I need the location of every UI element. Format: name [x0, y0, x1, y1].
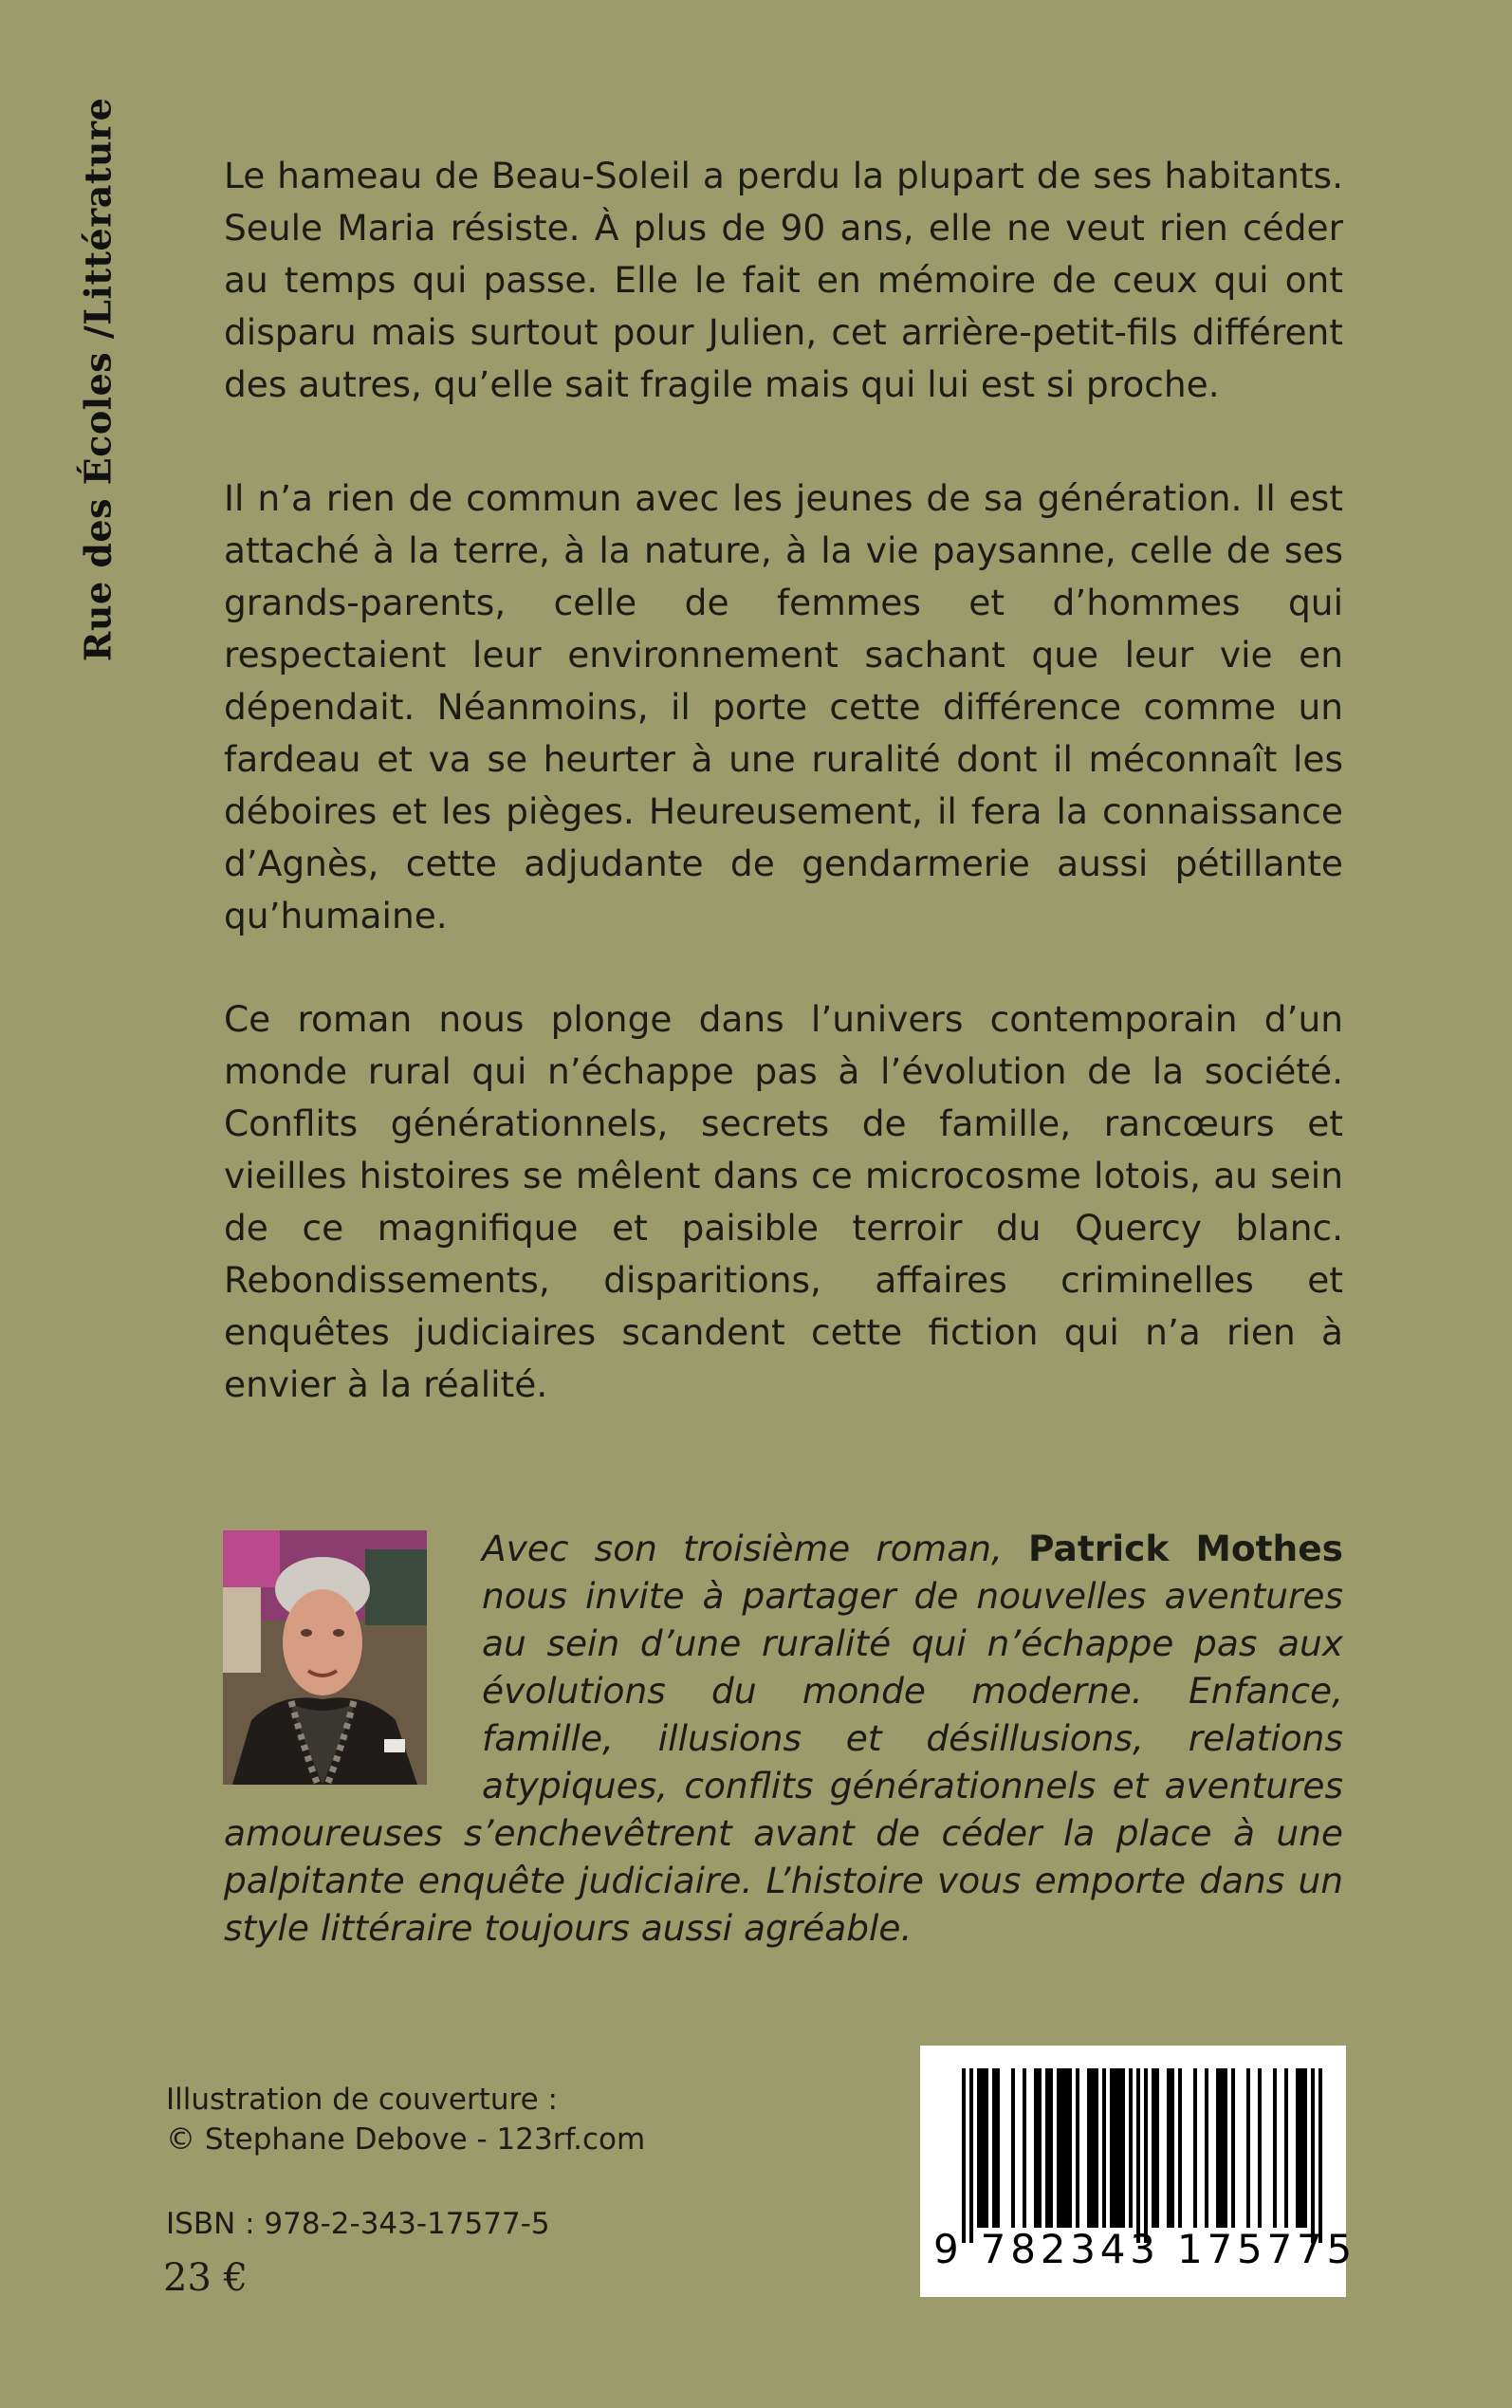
barcode-bar — [1178, 2068, 1182, 2228]
barcode-bar — [1076, 2068, 1079, 2228]
barcode-bar — [996, 2068, 1000, 2228]
barcode-bar — [981, 2068, 985, 2228]
illustration-label: Illustration de couverture : — [166, 2083, 558, 2117]
author-bio-intro: Avec son troisième roman, — [482, 1528, 1029, 1569]
author-name: Patrick Mothes — [1028, 1528, 1343, 1569]
barcode-bar — [1057, 2068, 1060, 2228]
barcode-bar — [1205, 2068, 1208, 2228]
barcode-bar — [1224, 2068, 1227, 2228]
barcode — [920, 2046, 1357, 2297]
barcode-bar — [1220, 2068, 1224, 2228]
blurb-paragraph-3: Ce roman nous plonge dans l’univers contemporain d’un monde rural qui n’échappe pas à l’évolution de la société. Conflits générationnels, secrets de famille, rancœurs et vieilles histoires se mêlent dans ce microcosme lotois, au sein de ce magnifique et paisible terroir du Quercy blanc. Rebondissements, disparitions, affaires criminelles et enquêtes judiciaires scandent cette fiction qui n’a rien à envier à la réalité. — [224, 998, 1343, 1405]
barcode-bar — [1060, 2068, 1064, 2228]
barcode-bar — [977, 2068, 981, 2228]
barcode-bar — [1167, 2068, 1171, 2228]
barcode-bar — [1114, 2068, 1117, 2228]
barcode-bar — [1034, 2068, 1038, 2228]
barcode-bar — [1038, 2068, 1042, 2228]
barcode-bar — [1231, 2068, 1235, 2228]
barcode-bar — [1045, 2068, 1049, 2228]
barcode-bar — [1303, 2068, 1307, 2228]
barcode-bar — [1136, 2068, 1140, 2243]
barcode-bar — [1023, 2068, 1026, 2228]
barcode-bar — [992, 2068, 996, 2228]
barcode-bar — [1144, 2068, 1148, 2243]
barcode-bar — [1064, 2068, 1068, 2228]
isbn: ISBN : 978-2-343-17577-5 — [166, 2207, 550, 2241]
barcode-bar — [1273, 2068, 1277, 2228]
barcode-bar — [1110, 2068, 1114, 2228]
series-label: Rue des Écoles /Littérature — [76, 97, 120, 662]
illustration-credit — [166, 2080, 645, 2159]
barcode-bar — [1011, 2068, 1015, 2228]
barcode-bar — [1300, 2068, 1303, 2228]
barcode-bar — [985, 2068, 988, 2228]
barcode-bar — [1171, 2068, 1174, 2228]
barcode-bar — [1087, 2068, 1091, 2228]
barcode-bar — [1258, 2068, 1262, 2228]
author-bio — [224, 1525, 1343, 1952]
price: 23 € — [163, 2256, 249, 2300]
barcode-bar — [1311, 2068, 1315, 2243]
barcode-digits: 9 782343 175775 — [933, 2226, 1357, 2272]
barcode-bar — [1129, 2068, 1133, 2228]
barcode-bar — [1091, 2068, 1095, 2228]
barcode-bar — [962, 2068, 966, 2243]
barcode-bar — [1049, 2068, 1053, 2228]
barcode-bar — [969, 2068, 973, 2243]
barcode-bar — [1296, 2068, 1300, 2228]
barcode-bar — [1068, 2068, 1072, 2228]
barcode-bar — [1246, 2068, 1250, 2228]
barcode-bar — [1193, 2068, 1197, 2228]
barcode-bar — [1216, 2068, 1220, 2228]
barcode-bar — [1152, 2068, 1155, 2228]
author-bio-text: nous invite à partager de nouvelles aventures au sein d’une ruralité qui n’échappe pas aux évolutions du monde moderne. Enfance, famille, illusions et désillusions, relations atypiques, conflits générationnels et aventures amoureuses s’enchevêtrent avant de céder la place à une palpitante enquête judiciaire. L’histoire vous emporte dans un style littéraire toujours aussi agréable. — [224, 1575, 1343, 1949]
barcode-bar — [1095, 2068, 1098, 2228]
barcode-bar — [1318, 2068, 1322, 2243]
blurb-paragraph-1: Le hameau de Beau-Soleil a perdu la plupart de ses habitants. Seule Maria résiste. À plus de 90 ans, elle ne veut rien céder au temps qui passe. Elle le fait en mémoire de ceux qui ont disparu mais surtout pour Julien, cet arrière-petit-fils différent des autres, qu’elle sait fragile mais qui lui est si proche. — [224, 155, 1343, 405]
barcode-bar — [1284, 2068, 1288, 2228]
barcode-bar — [1155, 2068, 1159, 2228]
blurb-paragraph-2: Il n’a rien de commun avec les jeunes de sa génération. Il est attaché à la terre, à la nature, à la vie paysanne, celle de ses grands-parents, celle de femmes et d’hommes qui respectaient leur environnement sachant que leur vie en dépendait. Néanmoins, il porte cette différence comme un fardeau et va se heurter à une ruralité dont il méconnaît les déboires et les pièges. Heureusement, il fera la connaissance d’Agnès, cette adjudante de gendarmerie aussi pétillante qu’humaine. — [224, 477, 1343, 936]
barcode-bar — [1102, 2068, 1106, 2228]
barcode-bar — [1117, 2068, 1121, 2228]
barcode-bar — [1121, 2068, 1125, 2228]
illustration-source: © Stephane Debove - 123rf.com — [166, 2122, 646, 2157]
